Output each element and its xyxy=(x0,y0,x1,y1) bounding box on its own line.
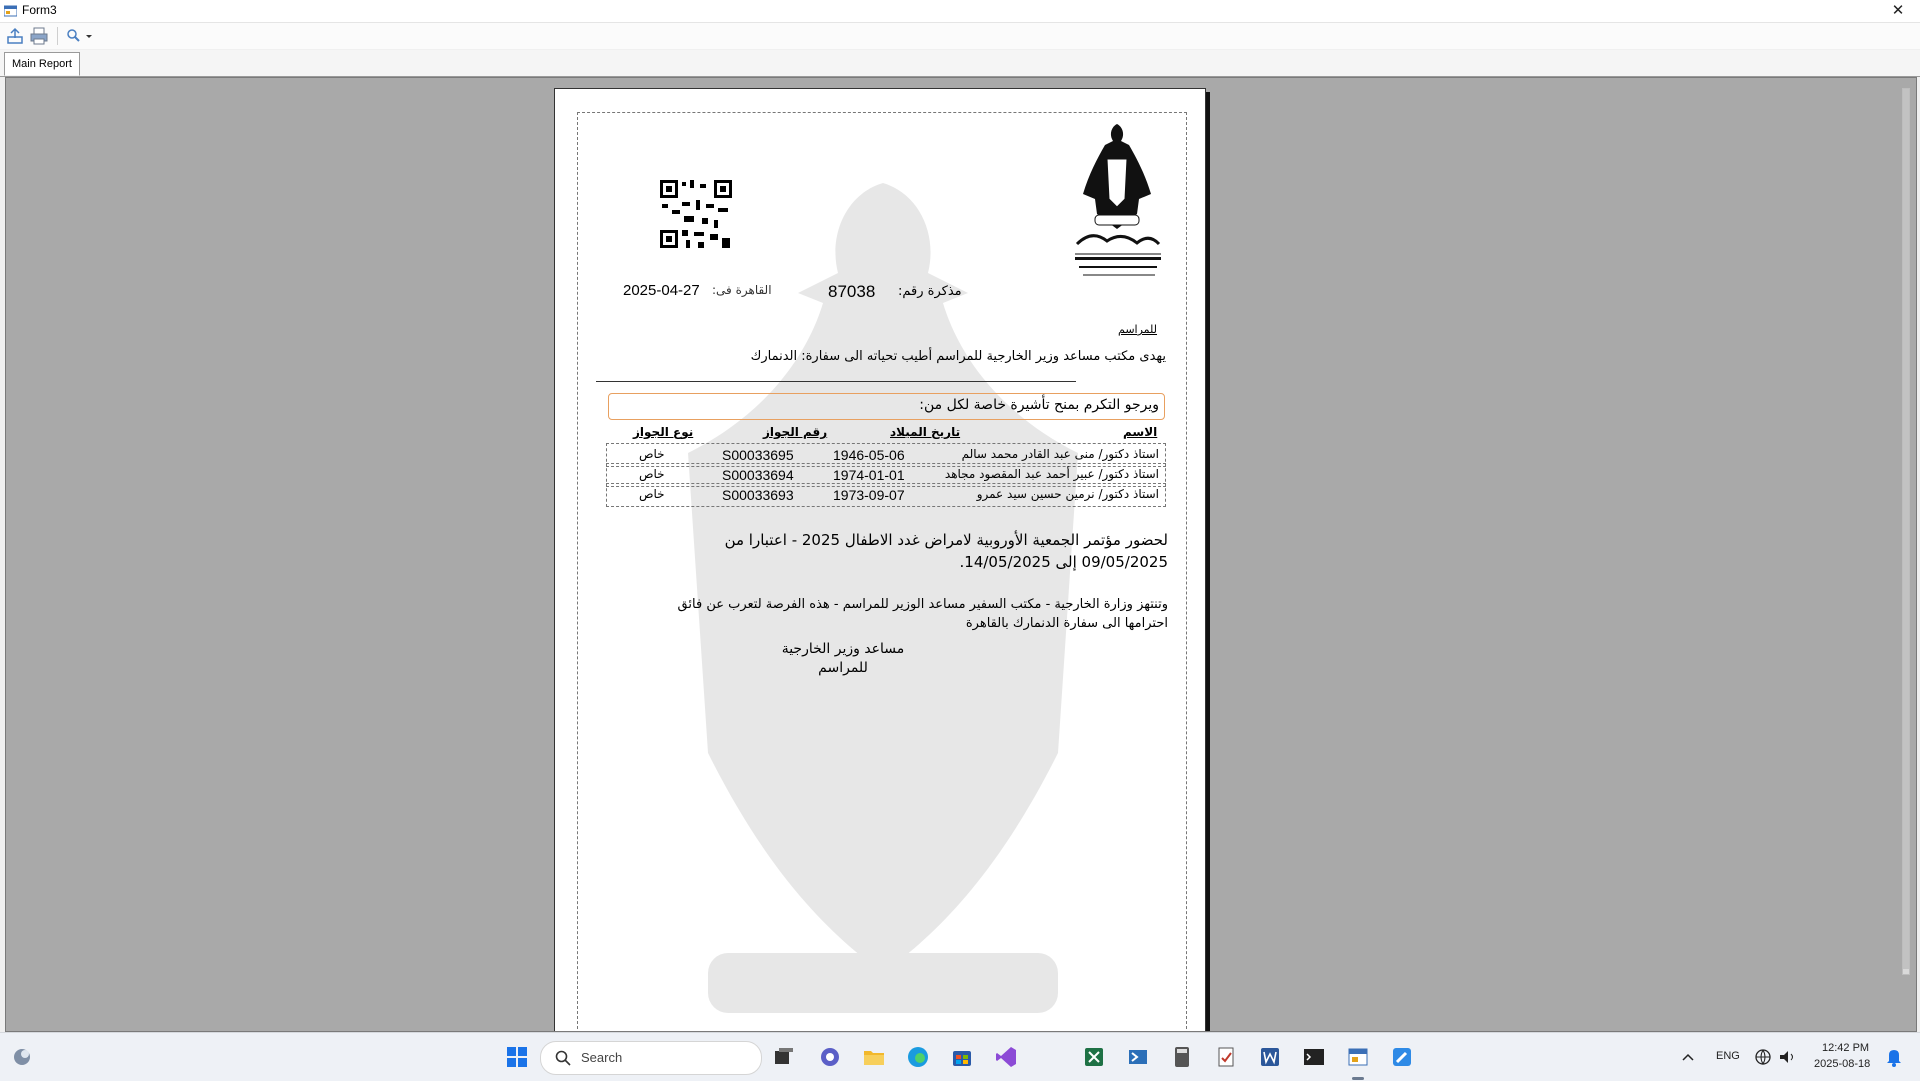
signature-block xyxy=(768,640,918,678)
report-page xyxy=(554,88,1206,1032)
cell-name: استاذ دكتور/ نرمين حسين سيد عمرو xyxy=(976,487,1159,501)
report-app-icon[interactable] xyxy=(1346,1045,1370,1069)
network-icon[interactable] xyxy=(1754,1045,1772,1069)
cell-passport: S00033693 xyxy=(722,487,794,503)
paint-icon[interactable] xyxy=(1390,1045,1414,1069)
clock-time[interactable]: 12:42 PM xyxy=(1822,1042,1870,1054)
ministry-emblem-logo xyxy=(1067,119,1167,294)
title-bar xyxy=(0,0,1920,23)
greeting-text: يهدى مكتب مساعد وزير الخارجية للمراسم أطيب تحياته الى سفارة: الدنمارك xyxy=(750,349,1166,364)
cell-dob: 1946-05-06 xyxy=(833,447,905,463)
excel-icon[interactable] xyxy=(1082,1045,1106,1069)
app-icon xyxy=(4,4,17,17)
closing-text: وتنتهز وزارة الخارجية - مكتب السفير مساعد الوزير للمراسم - هذه الفرصة لتعرب عن فائق احترامها الى سفارة الدنمارك بالقاهرة xyxy=(677,597,1168,631)
report-tabs xyxy=(0,50,1920,77)
task-view-icon[interactable] xyxy=(772,1045,796,1069)
store-icon[interactable] xyxy=(950,1045,974,1069)
memo-label: مذكرة رقم: xyxy=(898,284,962,299)
search-placeholder: Search xyxy=(581,1050,623,1065)
memo-number: 87038 xyxy=(828,282,876,301)
export-icon[interactable] xyxy=(5,26,25,46)
cairo-date: 2025-04-27 xyxy=(623,282,700,299)
cell-type: خاص xyxy=(639,487,665,501)
header-dob: تاريخ الميلاد xyxy=(890,425,961,439)
taskbar-search[interactable] xyxy=(540,1041,762,1075)
zoom-dropdown-icon[interactable] xyxy=(64,26,94,46)
edge-icon[interactable] xyxy=(906,1045,930,1069)
report-content-area xyxy=(577,112,1187,1032)
clock-date[interactable]: 2025-08-18 xyxy=(1814,1058,1871,1070)
cell-passport: S00033695 xyxy=(722,447,794,463)
powershell-icon[interactable] xyxy=(1126,1045,1150,1069)
header-type: نوع الجواز xyxy=(633,425,694,439)
toolbar-separator xyxy=(57,27,58,45)
start-icon[interactable] xyxy=(505,1045,529,1069)
notification-bell-icon[interactable] xyxy=(1884,1045,1904,1069)
search-icon xyxy=(555,1050,571,1066)
language-indicator[interactable]: ENG xyxy=(1716,1050,1740,1062)
volume-icon[interactable] xyxy=(1778,1045,1798,1069)
request-text: ويرجو التكرم بمنح تأشيرة خاصة لكل من: xyxy=(919,397,1159,413)
visual-studio-icon[interactable] xyxy=(994,1045,1018,1069)
calculator-icon[interactable] xyxy=(1170,1045,1194,1069)
report-viewer[interactable] xyxy=(5,77,1917,1032)
file-explorer-icon[interactable] xyxy=(862,1045,886,1069)
cell-type: خاص xyxy=(639,467,665,481)
window-title: Form3 xyxy=(22,3,57,17)
header-name: الاسم xyxy=(1123,425,1158,439)
widgets-icon[interactable] xyxy=(10,1045,34,1069)
taskbar xyxy=(0,1032,1920,1081)
cell-passport: S00033694 xyxy=(722,467,794,483)
cell-type: خاص xyxy=(639,447,665,461)
scrollbar-thumb[interactable] xyxy=(1903,89,1909,969)
notepad-icon[interactable] xyxy=(1214,1045,1238,1069)
table-row xyxy=(606,483,1166,507)
report-toolbar xyxy=(0,23,1920,49)
teams-icon[interactable] xyxy=(818,1045,842,1069)
divider xyxy=(596,381,1076,382)
cairo-label: القاهرة فى: xyxy=(712,283,772,297)
purpose-text: لحضور مؤتمر الجمعية الأوروبية لامراض غدد الاطفال 2025 - اعتبارا من 09/05/2025 إلى 14/05/2025. xyxy=(724,531,1168,571)
cell-dob: 1974-01-01 xyxy=(833,467,905,483)
word-icon[interactable] xyxy=(1258,1045,1282,1069)
cell-name: استاذ دكتور/ منى عبد القادر محمد سالم xyxy=(961,447,1159,461)
print-icon[interactable] xyxy=(29,26,49,46)
header-passport: رقم الجواز xyxy=(763,425,828,439)
signature-line-2: للمراسم xyxy=(818,660,868,676)
signature-line-1: مساعد وزير الخارجية xyxy=(781,641,905,657)
chevron-up-icon[interactable] xyxy=(1680,1045,1696,1069)
cell-name: استاذ دكتور/ عبير أحمد عبد المقصود مجاهد xyxy=(944,467,1159,481)
tab-main-report[interactable]: Main Report xyxy=(4,52,80,76)
vertical-scrollbar[interactable] xyxy=(1902,88,1910,975)
office-label: للمراسم xyxy=(1118,323,1158,336)
qr-code-icon xyxy=(658,178,734,250)
cell-dob: 1973-09-07 xyxy=(833,487,905,503)
close-button[interactable]: ✕ xyxy=(1891,1,1905,19)
terminal-icon[interactable] xyxy=(1302,1045,1326,1069)
